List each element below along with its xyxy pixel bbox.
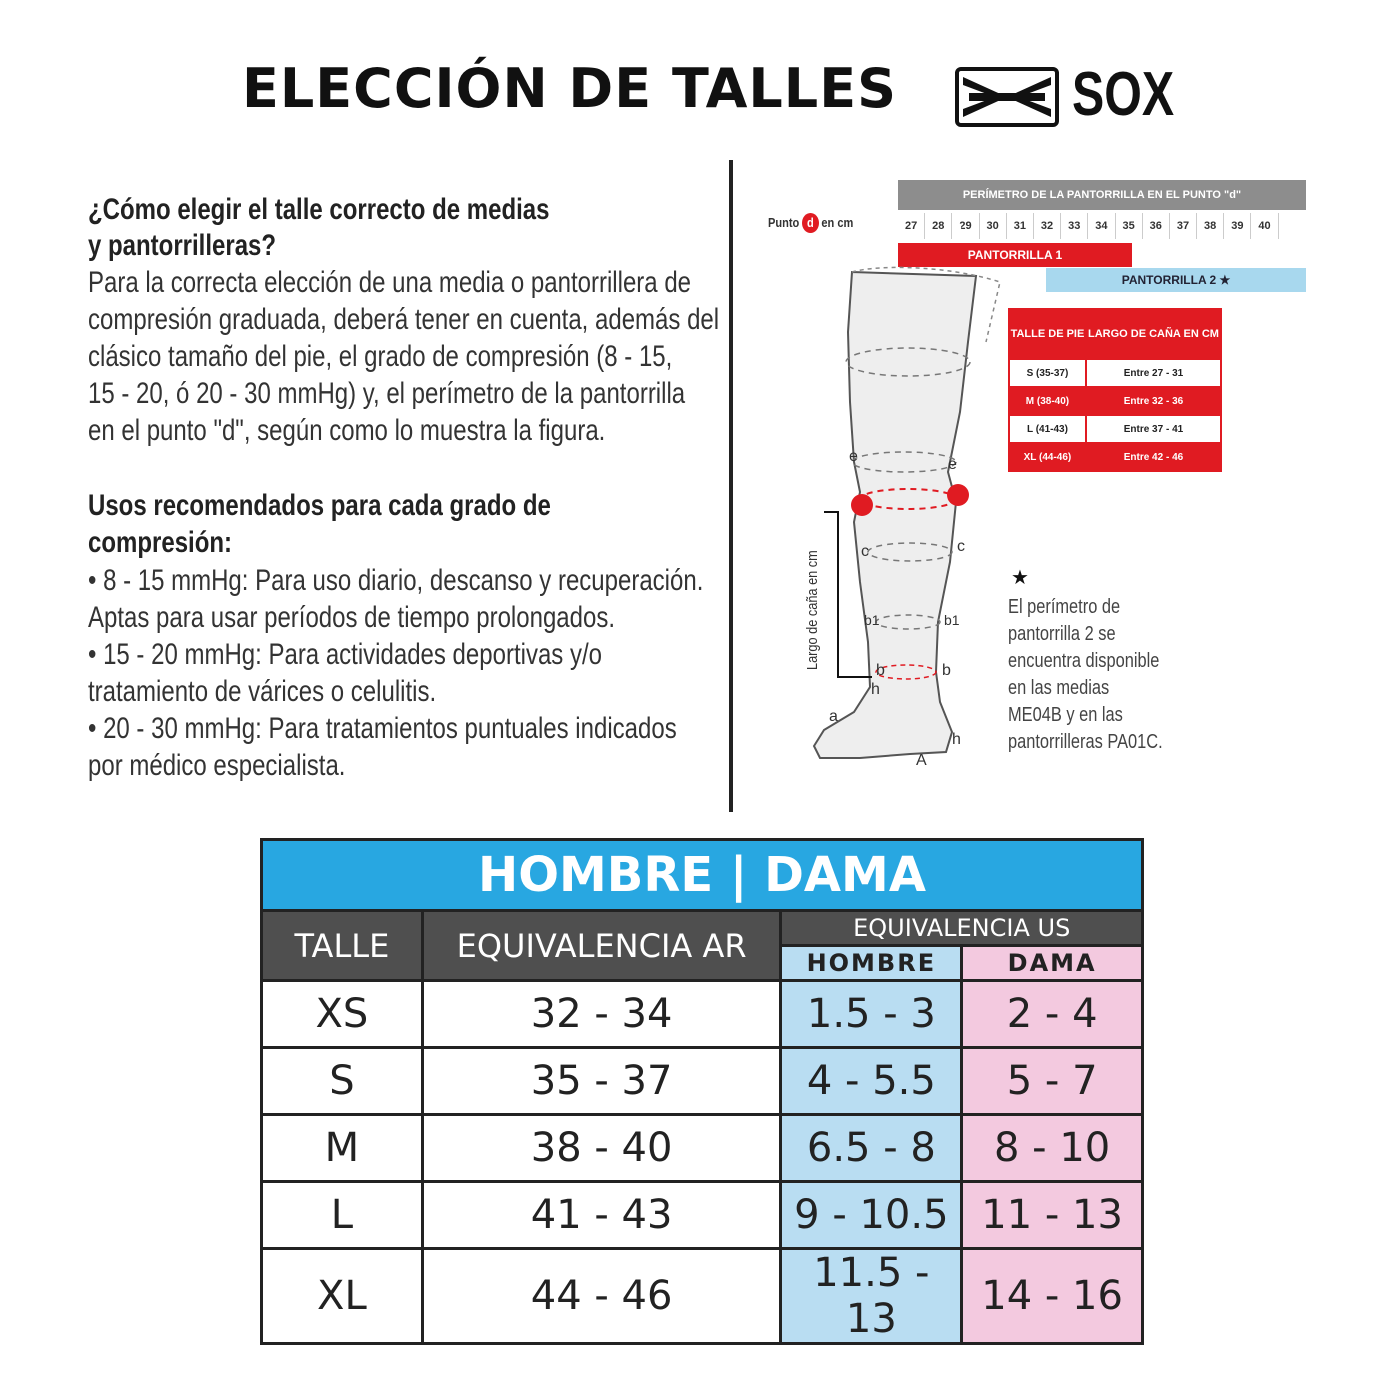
- point-e-right: e: [948, 456, 957, 473]
- point-b1-right: b1: [944, 612, 960, 628]
- cell-dama: 8 - 10: [962, 1115, 1143, 1182]
- cell-hombre: 11.5 - 13: [781, 1249, 962, 1344]
- mini-largo: Entre 27 - 31: [1086, 359, 1221, 387]
- sox-logo-icon: [955, 67, 1059, 127]
- star-icon: ★: [1011, 567, 1029, 589]
- mini-talle: XL (44-46): [1009, 443, 1086, 471]
- perimeter-number: 34: [1088, 213, 1115, 239]
- perimeter-number: 37: [1170, 213, 1197, 239]
- cell-dama: 2 - 4: [962, 981, 1143, 1048]
- punto-d-badge: d: [802, 213, 819, 233]
- how-to-heading-line1: ¿Cómo elegir el talle correcto de medias: [88, 193, 550, 226]
- cell-dama: 14 - 16: [962, 1249, 1143, 1344]
- page-title: ELECCIÓN DE TALLES: [242, 57, 897, 120]
- punto-prefix: Punto: [768, 215, 800, 230]
- perimeter-number: 27: [898, 213, 925, 239]
- point-h-right: h: [952, 731, 961, 748]
- col-header-hombre: HOMBRE: [781, 946, 962, 981]
- cell-hombre: 9 - 10.5: [781, 1182, 962, 1249]
- largo-cana-label: Largo de caña en cm: [804, 550, 821, 670]
- mini-talle: M (38-40): [1009, 387, 1086, 415]
- pantorrilla-1-bar: PANTORRILLA 1: [898, 243, 1132, 267]
- punto-label: [768, 213, 853, 233]
- calf-perimeter-header: PERÍMETRO DE LA PANTORRILLA EN EL PUNTO "d": [898, 180, 1306, 210]
- cell-talle: XL: [262, 1249, 423, 1344]
- perimeter-number: 38: [1197, 213, 1224, 239]
- cell-ar: 44 - 46: [422, 1249, 781, 1344]
- note-line: pantorrilleras PA01C.: [1008, 731, 1163, 753]
- mini-talle: L (41-43): [1009, 415, 1086, 443]
- cell-dama: 11 - 13: [962, 1182, 1143, 1249]
- cell-hombre: 6.5 - 8: [781, 1115, 962, 1182]
- perimeter-number: 31: [1007, 213, 1034, 239]
- mini-size-table: [1008, 308, 1222, 472]
- size-equivalence-table: [260, 838, 1144, 1345]
- point-e-left: e: [849, 448, 858, 465]
- mini-row: [1009, 359, 1221, 387]
- table-row: [262, 981, 1143, 1048]
- para-line: clásico tamaño del pie, el grado de compresión (8 - 15,: [88, 340, 673, 373]
- cell-hombre: 1.5 - 3: [781, 981, 962, 1048]
- perimeter-number: 28: [925, 213, 952, 239]
- point-h-left: h: [871, 681, 880, 698]
- availability-note: [1008, 594, 1197, 756]
- perimeter-number: 30: [980, 213, 1007, 239]
- perimeter-number: 32: [1034, 213, 1061, 239]
- mini-row: [1009, 443, 1221, 471]
- vertical-divider: [729, 160, 733, 812]
- point-b1-left: b1: [864, 612, 880, 628]
- col-header-talle: TALLE: [262, 911, 423, 981]
- cell-talle: M: [262, 1115, 423, 1182]
- cell-ar: 35 - 37: [422, 1048, 781, 1115]
- mini-largo: Entre 32 - 36: [1086, 387, 1221, 415]
- uses-line: • 15 - 20 mmHg: Para actividades deportivas y/o: [88, 638, 602, 671]
- mini-row: [1009, 387, 1221, 415]
- perimeter-number: 35: [1116, 213, 1143, 239]
- how-to-heading-line2: y pantorrilleras?: [88, 229, 277, 262]
- uses-line: Aptas para usar períodos de tiempo prolongados.: [88, 601, 616, 634]
- logo-text: SOX: [1072, 60, 1175, 129]
- note-line: pantorrilla 2 se: [1008, 623, 1116, 645]
- para-line: en el punto "d", según como lo muestra la figura.: [88, 414, 606, 447]
- cell-ar: 32 - 34: [422, 981, 781, 1048]
- uses-line: • 8 - 15 mmHg: Para uso diario, descanso y recuperación.: [88, 564, 704, 597]
- uses-line: tratamiento de várices o celulitis.: [88, 675, 437, 708]
- note-line: encuentra disponible: [1008, 650, 1160, 672]
- point-c-right: c: [957, 538, 965, 555]
- mini-largo: Entre 42 - 46: [1086, 443, 1221, 471]
- col-header-us: EQUIVALENCIA US: [781, 911, 1143, 946]
- mini-header-largo: LARGO DE CAÑA EN CM: [1086, 309, 1221, 359]
- cell-hombre: 4 - 5.5: [781, 1048, 962, 1115]
- para-line: 15 - 20, ó 20 - 30 mmHg) y, el perímetro de la pantorrilla: [88, 377, 686, 410]
- cell-talle: L: [262, 1182, 423, 1249]
- point-b-left: b: [876, 662, 885, 679]
- table-row: [262, 1182, 1143, 1249]
- mini-talle: S (35-37): [1009, 359, 1086, 387]
- para-line: Para la correcta elección de una media o pantorrillera de: [88, 266, 692, 299]
- punto-suffix: en cm: [821, 215, 854, 230]
- perimeter-number: 33: [1061, 213, 1088, 239]
- point-b-right: b: [942, 662, 951, 679]
- uses-heading-line2: compresión:: [88, 526, 233, 559]
- table-row: [262, 1249, 1143, 1344]
- table-row: [262, 1115, 1143, 1182]
- cell-dama: 5 - 7: [962, 1048, 1143, 1115]
- point-A: A: [916, 752, 927, 769]
- mini-header-talle: TALLE DE PIE: [1009, 309, 1086, 359]
- mini-row: [1009, 415, 1221, 443]
- cell-ar: 38 - 40: [422, 1115, 781, 1182]
- uses-heading-line1: Usos recomendados para cada grado de: [88, 489, 551, 522]
- cell-talle: S: [262, 1048, 423, 1115]
- mini-largo: Entre 37 - 41: [1086, 415, 1221, 443]
- col-header-ar: EQUIVALENCIA AR: [422, 911, 781, 981]
- perimeter-number: 39: [1224, 213, 1251, 239]
- table-row: [262, 1048, 1143, 1115]
- point-a: a: [829, 708, 838, 725]
- point-d-left: d: [857, 233, 867, 250]
- perimeter-number: 40: [1251, 213, 1278, 239]
- para-line: compresión graduada, deberá tener en cuenta, además del: [88, 303, 720, 336]
- perimeter-number: 36: [1143, 213, 1170, 239]
- uses-line: por médico especialista.: [88, 749, 346, 782]
- perimeter-number: 29: [952, 213, 979, 239]
- cell-ar: 41 - 43: [422, 1182, 781, 1249]
- uses-line: • 20 - 30 mmHg: Para tratamientos puntuales indicados: [88, 712, 677, 745]
- point-c-left: c: [861, 543, 869, 560]
- pantorrilla-2-bar: PANTORRILLA 2 ★: [1046, 268, 1306, 292]
- note-line: en las medias: [1008, 677, 1110, 699]
- table-title: HOMBRE | DAMA: [262, 840, 1143, 911]
- col-header-dama: DAMA: [962, 946, 1143, 981]
- leg-diagram: [790, 262, 1020, 772]
- note-line: El perímetro de: [1008, 596, 1121, 618]
- note-line: ME04B y en las: [1008, 704, 1123, 726]
- cell-talle: XS: [262, 981, 423, 1048]
- point-d-right: d: [953, 223, 963, 240]
